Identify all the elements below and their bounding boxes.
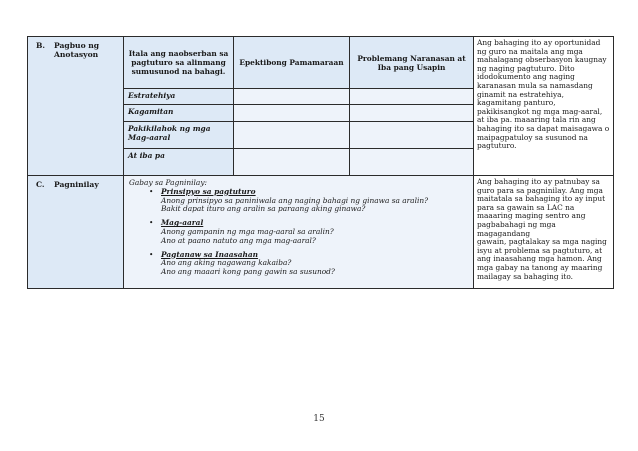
note-line: karanasan mula sa namasdang bbox=[477, 80, 593, 90]
page-number: 15 bbox=[313, 414, 325, 424]
note-line: ginamit na estratehiya, bbox=[477, 89, 564, 99]
reflection-guide[interactable] bbox=[124, 176, 474, 289]
header-observation-line: sumusunod na bahagi. bbox=[131, 67, 226, 76]
note-line: kagamitang panturo, bbox=[477, 98, 556, 108]
cell-effective-method[interactable] bbox=[234, 122, 350, 149]
note-line: maipagpatuloy sa susunod na bbox=[477, 132, 588, 142]
section-c-title: Pagninilay bbox=[54, 180, 99, 189]
guide-question: Ano ang aking nagawang kakaiba? bbox=[161, 258, 292, 268]
section-b-title-line: Pagbuo ng bbox=[54, 41, 100, 50]
guide-item-heading: Pagtanaw sa Inaasahan bbox=[161, 249, 259, 259]
note-line: mailagay sa bahaging ito. bbox=[477, 271, 573, 281]
row-label bbox=[124, 149, 234, 176]
note-line: bahaging ito sa dapat maisagawa o bbox=[477, 123, 610, 133]
note-line: para sa gawain sa LAC na bbox=[477, 202, 575, 212]
guide-item-heading: Prinsipyo sa pagtuturo bbox=[161, 186, 256, 196]
note-line: mahalagang obserbasyon kaugnay bbox=[477, 55, 607, 65]
note-line: at iba pa. maaaring tala rin ang bbox=[477, 115, 596, 125]
note-line: pagbabahagi ng mga magagandang bbox=[477, 219, 556, 238]
row-label bbox=[124, 105, 234, 122]
guide-item-heading: Mag-aaral bbox=[161, 218, 204, 228]
note-line: ng guro na maitala ang mga bbox=[477, 46, 583, 56]
note-line: maitatala sa bahaging ito ay input bbox=[477, 194, 606, 204]
note-line: isyu at problema sa pagtuturo, at bbox=[477, 245, 603, 255]
cell-effective-method[interactable] bbox=[234, 89, 350, 105]
note-line: pakikisangkot ng mga mag-aaral, bbox=[477, 106, 603, 116]
row-label-text: At iba pa bbox=[128, 151, 165, 160]
header-problems-line: Iba pang Usapin bbox=[377, 62, 446, 72]
row-label-text: Pakikilahok ng mga bbox=[128, 124, 211, 133]
note-line: maaaring maging sentro ang bbox=[477, 211, 586, 221]
section-b-label bbox=[28, 37, 124, 176]
section-c-label bbox=[28, 176, 124, 289]
guide-question: Ano at paano natuto ang mga mag-aaral? bbox=[161, 235, 316, 245]
guide-question: Bakit dapat ituro ang aralin sa paraang aking ginawa? bbox=[161, 204, 366, 214]
cell-problems[interactable] bbox=[350, 89, 474, 105]
section-c-row bbox=[28, 176, 614, 289]
guide-title: Gabay sa Pagninilay: bbox=[129, 178, 207, 187]
header-effective-method-text: Epektibong Pamamaraan bbox=[239, 58, 344, 67]
guide-question: Anong prinsipyo sa paniniwala ang naging bahagi ng ginawa sa aralin? bbox=[161, 195, 429, 205]
bullet-icon: • bbox=[149, 249, 154, 259]
note-line: Ang bahaging ito ay oportunidad bbox=[477, 38, 601, 47]
cell-problems[interactable] bbox=[350, 122, 474, 149]
header-problems bbox=[350, 37, 474, 89]
note-line: gawain, pagtalakay sa mga naging bbox=[477, 237, 607, 247]
row-label bbox=[124, 122, 234, 149]
cell-effective-method[interactable] bbox=[234, 149, 350, 176]
section-c-note bbox=[474, 176, 614, 289]
section-c-number: C. bbox=[36, 180, 45, 189]
row-label-text: Mag-aaral bbox=[128, 133, 171, 142]
header-observation-line: pagtuturo sa alinmang bbox=[131, 58, 226, 67]
guide-question: Anong gampanin ng mga mag-aaral sa aralin? bbox=[161, 226, 334, 236]
row-label-text: Estratehiya bbox=[128, 91, 176, 100]
bullet-icon: • bbox=[149, 218, 154, 228]
cell-effective-method[interactable] bbox=[234, 105, 350, 122]
section-b-number: B. bbox=[36, 41, 46, 50]
note-line: pagtuturo. bbox=[477, 141, 517, 151]
note-line: ang inaasahang mga hamon. Ang bbox=[477, 254, 602, 264]
row-label bbox=[124, 89, 234, 105]
bullet-icon: • bbox=[149, 186, 154, 196]
note-line: Ang bahaging ito ay patnubay sa bbox=[477, 177, 600, 186]
header-observation-line: Itala ang naobserban sa bbox=[128, 49, 229, 58]
row-label-text: Kagamitan bbox=[128, 107, 174, 116]
section-b-title-line: Anotasyon bbox=[54, 50, 99, 59]
header-effective-method bbox=[234, 37, 350, 89]
cell-problems[interactable] bbox=[350, 105, 474, 122]
note-line: guro para sa pagninilay. Ang mga bbox=[477, 185, 603, 195]
note-line: idodokumento ang naging bbox=[477, 72, 575, 82]
guide-question: Ano ang maaari kong pang gawin sa susunod? bbox=[161, 267, 335, 277]
section-b-note bbox=[474, 37, 614, 176]
header-observation bbox=[124, 37, 234, 89]
header-problems-line: Problemang Naranasan at bbox=[357, 53, 466, 63]
note-line: mga gabay na tanong ay maaring bbox=[477, 262, 603, 272]
note-line: ng naging pagtuturo. Dito bbox=[477, 63, 575, 73]
cell-problems[interactable] bbox=[350, 149, 474, 176]
section-b-header-row bbox=[28, 37, 614, 89]
lesson-plan-table bbox=[27, 36, 614, 289]
